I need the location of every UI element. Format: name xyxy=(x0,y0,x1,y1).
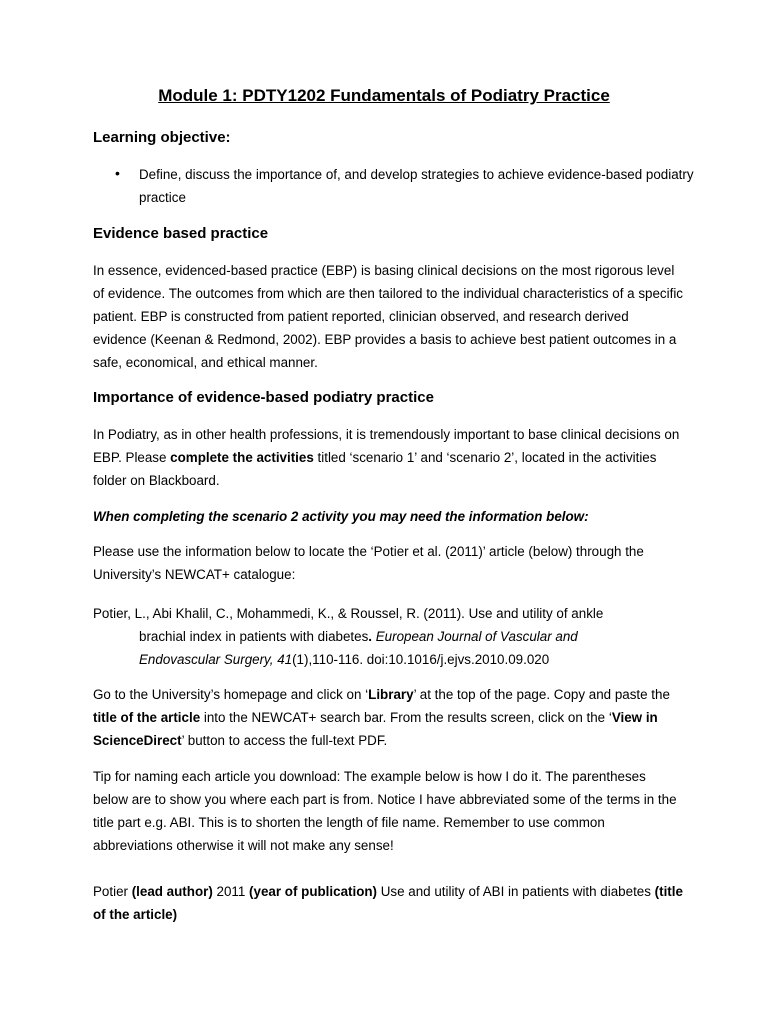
reference-citation xyxy=(93,602,693,671)
scenario-note: When completing the scenario 2 activity you may need the information below: xyxy=(93,509,589,524)
locate-paragraph: Please use the information below to locate the ‘Potier et al. (2011)’ article (below) through the University’s NEWCAT+ catalogue: xyxy=(93,544,644,582)
reference-line-1: Potier, L., Abi Khalil, C., Mohammedi, K., & Roussel, R. (2011). Use and utility of ankle xyxy=(93,606,604,621)
ebp-paragraph: In essence, evidenced-based practice (EBP) is basing clinical decisions on the most rigorous level of evidence. The outcomes from which are then tailored to the individual characteristics of a specific patient. EBP is constructed from patient reported, clinician observed, and research derived evidence (Keenan & Redmond, 2002). EBP provides a basis to achieve best patient outcomes in a safe, economical, and ethical manner. xyxy=(93,263,683,370)
objective-bullet-text: Define, discuss the importance of, and develop strategies to achieve evidence-based podiatry practice xyxy=(139,167,694,205)
importance-heading: Importance of evidence-based podiatry practice xyxy=(93,389,434,406)
importance-paragraph: In Podiatry, as in other health professions, it is tremendously important to base clinical decisions on EBP. Please complete the activities titled ‘scenario 1’ and ‘scenario 2’, located in the activities folder on Blackboard. xyxy=(93,427,680,488)
learning-objective-heading: Learning objective: xyxy=(93,129,231,146)
complete-activities-emphasis: complete the activities xyxy=(170,450,314,465)
page-title: Module 1: PDTY1202 Fundamentals of Podiatry Practice xyxy=(158,86,610,105)
ebp-heading: Evidence based practice xyxy=(93,225,269,242)
reference-line-2: brachial index in patients with diabetes. European Journal of Vascular and xyxy=(139,629,578,644)
title-of-article-emphasis: title of the article xyxy=(93,710,201,725)
naming-tip-paragraph: Tip for naming each article you download: The example below is how I do it. The parentheses below are to show you where each part is from. Notice I have abbreviated some of the terms in the title part e.g. ABI. This is to shorten the length of file name. Remember to use common abbreviations otherwise it will not make any sense! xyxy=(93,769,677,853)
view-in-sciencedirect-emphasis: View in ScienceDirect xyxy=(93,710,658,748)
bullet-icon: • xyxy=(115,165,120,181)
library-emphasis: Library xyxy=(368,687,414,702)
reference-line-3: Endovascular Surgery, 41(1),110-116. doi:10.1016/j.ejvs.2010.09.020 xyxy=(139,652,550,667)
naming-example-paragraph: Potier (lead author) 2011 (year of publication) Use and utility of ABI in patients with diabetes (title of the article) xyxy=(93,884,683,922)
library-instructions-paragraph: Go to the University’s homepage and click on ‘Library’ at the top of the page. Copy and paste the title of the article into the NEWCAT+ search bar. From the results screen, click on the ‘View in ScienceDirect’ button to access the full-text PDF. xyxy=(93,687,670,748)
